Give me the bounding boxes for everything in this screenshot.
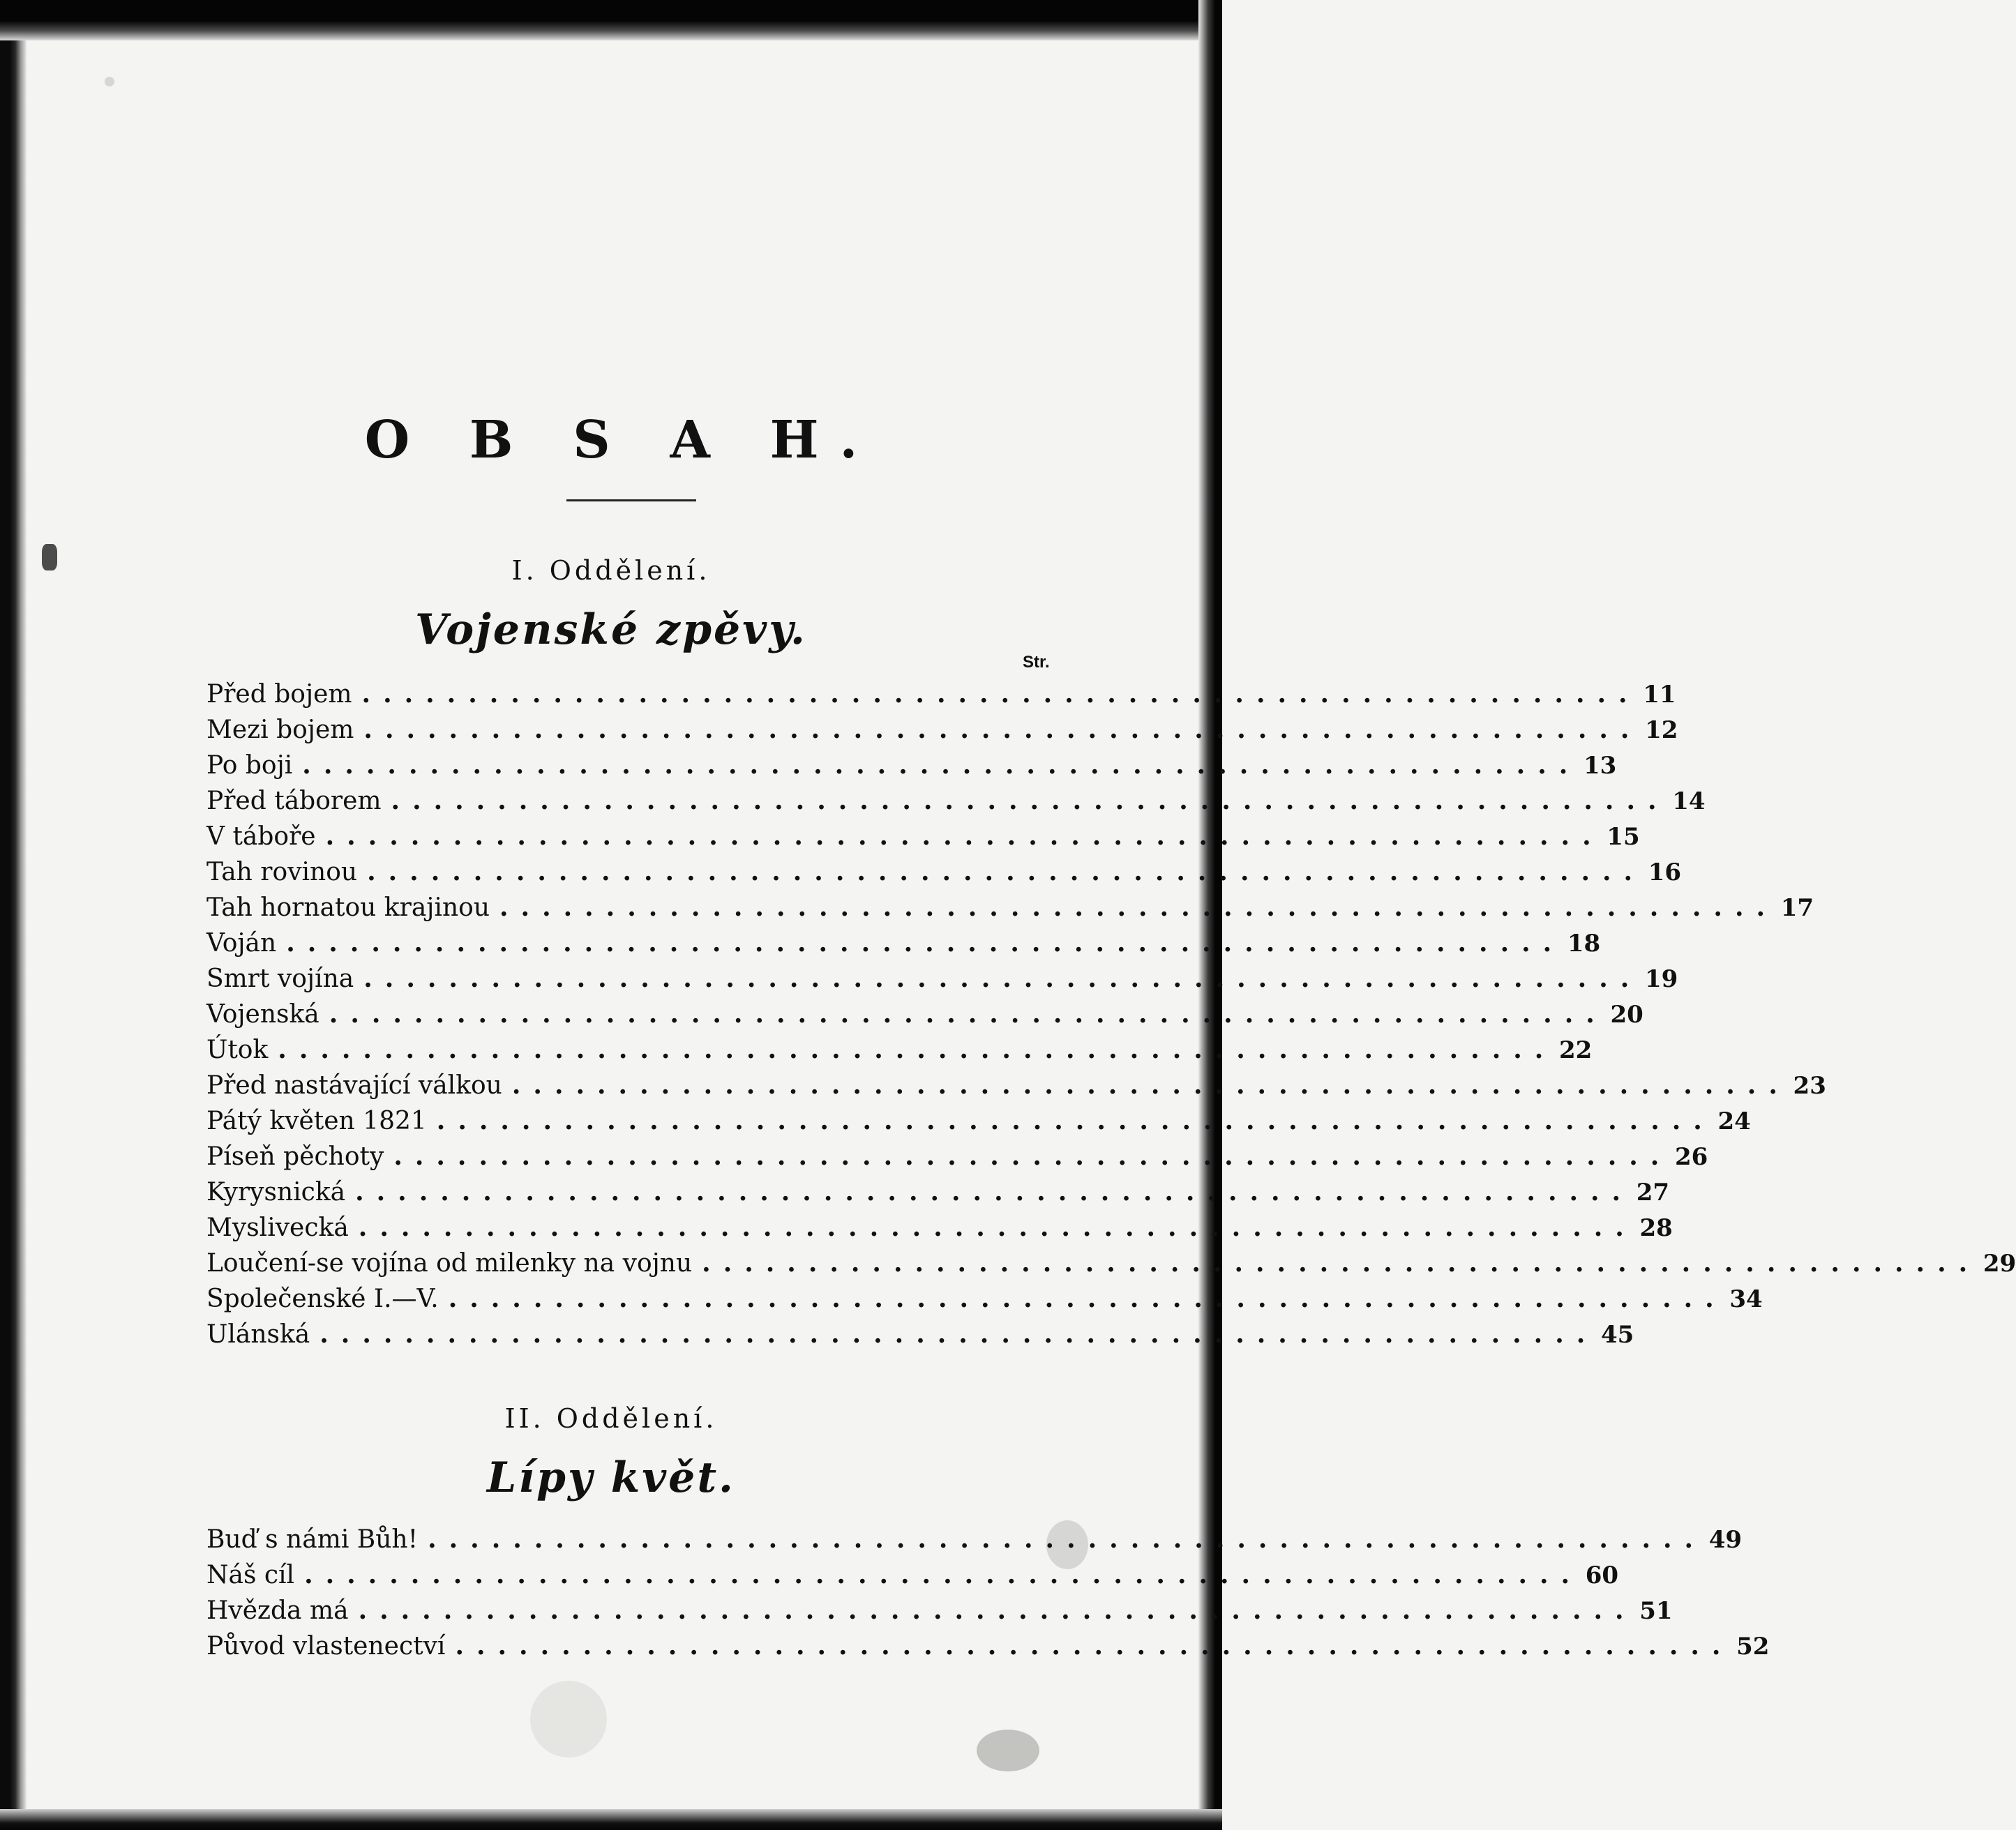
- toc-entry-page: 28: [1639, 1214, 1673, 1242]
- toc-entry-title: Píseň pěchoty: [206, 1142, 384, 1171]
- toc-entry-title: Původ vlastenectví: [206, 1632, 446, 1661]
- scan-left-edge: [0, 0, 27, 1830]
- toc-entry-page: 18: [1567, 930, 1601, 958]
- toc-entry-title: V táboře: [206, 822, 316, 851]
- toc-dot-leader: ............................................................: [511, 1071, 1790, 1100]
- toc-entry-title: Vojenská: [206, 1000, 319, 1029]
- toc-entry: [206, 961, 1678, 997]
- toc-dot-leader: ............................................................: [302, 750, 1581, 780]
- toc-entry-page: 16: [1648, 859, 1682, 886]
- toc-entry-title: Hvězda má: [206, 1596, 349, 1625]
- toc-entry-title: Náš cíl: [206, 1561, 295, 1589]
- toc-dot-leader: ............................................................: [304, 1560, 1583, 1589]
- toc-entry-title: Buď s námi Bůh!: [206, 1525, 419, 1554]
- toc-entry-page: 34: [1729, 1285, 1763, 1313]
- toc-entry-page: 13: [1583, 752, 1617, 780]
- toc-dot-leader: ............................................................: [358, 1596, 1637, 1625]
- toc-entry: [206, 1628, 1770, 1664]
- toc-entry: [206, 819, 1640, 854]
- toc-dot-leader: ............................................................: [329, 999, 1607, 1029]
- toc-entry-title: Útok: [206, 1036, 269, 1064]
- toc-entry-title: Před bojem: [206, 680, 352, 709]
- toc-entry: [206, 1246, 2016, 1281]
- paper-stain: [105, 77, 114, 86]
- toc-entry-title: Smrt vojína: [206, 965, 354, 993]
- toc-dot-leader: ............................................................: [499, 893, 1778, 922]
- toc-entry-title: Tah hornatou krajinou: [206, 893, 490, 922]
- toc-entry: [206, 748, 1617, 783]
- toc-entry: [206, 854, 1682, 890]
- toc-entry-page: 27: [1636, 1179, 1670, 1207]
- toc-entry-page: 29: [1983, 1250, 2016, 1278]
- toc-entry: [206, 676, 1676, 712]
- toc-entry-page: 52: [1736, 1633, 1770, 1661]
- toc-entry-page: 23: [1793, 1072, 1826, 1100]
- toc-entry-page: 14: [1672, 787, 1706, 815]
- section-heading-2: II. Oddělení.: [504, 1403, 718, 1434]
- toc-dot-leader: ............................................................: [367, 857, 1646, 886]
- toc-entry: [206, 925, 1601, 961]
- toc-entry-title: Před nastávající válkou: [206, 1071, 502, 1100]
- page-title: O B S A H.: [364, 410, 879, 470]
- toc-entry: [206, 997, 1643, 1032]
- toc-entry-page: 26: [1675, 1143, 1708, 1171]
- toc-dot-leader: ............................................................: [363, 715, 1642, 744]
- toc-entry: [206, 1139, 1708, 1174]
- toc-entry-title: Ulánská: [206, 1320, 310, 1349]
- toc-entry: [206, 783, 1706, 819]
- toc-dot-leader: ............................................................: [436, 1106, 1715, 1135]
- title-rule: [566, 499, 696, 501]
- toc-entry: [206, 1281, 1763, 1317]
- toc-entry-page: 22: [1558, 1036, 1593, 1064]
- toc-dot-leader: ............................................................: [455, 1631, 1733, 1661]
- toc-entry: [206, 1557, 1619, 1593]
- toc-entry: [206, 1032, 1593, 1068]
- toc-dot-leader: ............................................................: [448, 1284, 1727, 1313]
- toc-entry-page: 11: [1643, 681, 1676, 709]
- toc-entry-page: 45: [1600, 1321, 1634, 1349]
- toc-entry-page: 17: [1780, 894, 1814, 922]
- page-column-label: Str.: [1023, 653, 1050, 672]
- toc-dot-leader: ............................................................: [358, 1213, 1637, 1242]
- toc-entry-page: 19: [1644, 965, 1678, 993]
- toc-entry-title: Loučení-se vojína od milenky na vojnu: [206, 1249, 693, 1278]
- toc-entry: [206, 890, 1814, 925]
- toc-dot-leader: ............................................................: [286, 928, 1565, 958]
- toc-entry-title: Před táborem: [206, 787, 382, 815]
- toc-entry-page: 51: [1639, 1597, 1673, 1625]
- toc-dot-leader: ............................................................: [391, 786, 1669, 815]
- section-title-1: Vojenské zpěvy.: [415, 605, 807, 654]
- toc-entry: [206, 712, 1678, 748]
- toc-entry: [206, 1522, 1743, 1557]
- toc-dot-leader: ............................................................: [393, 1142, 1672, 1171]
- toc-entry: [206, 1593, 1673, 1628]
- toc-entry-title: Kyrysnická: [206, 1178, 346, 1207]
- toc-dot-leader: ............................................................: [702, 1248, 1980, 1278]
- toc-entry-title: Pátý květen 1821: [206, 1107, 427, 1135]
- paper-stain: [530, 1681, 607, 1757]
- toc-entry-title: Voján: [206, 929, 277, 958]
- toc-entry-title: Tah rovinou: [206, 858, 358, 886]
- toc-list-section-1: [206, 676, 2016, 1352]
- section-title-2: Lípy květ.: [487, 1453, 735, 1502]
- toc-list-section-2: [206, 1522, 1770, 1664]
- toc-dot-leader: ............................................................: [278, 1035, 1556, 1064]
- toc-entry-page: 24: [1717, 1107, 1751, 1135]
- toc-entry-title: Mezi bojem: [206, 716, 354, 744]
- toc-entry: [206, 1068, 1826, 1103]
- toc-entry-page: 49: [1708, 1526, 1743, 1554]
- toc-entry: [206, 1317, 1634, 1352]
- toc-dot-leader: ............................................................: [363, 964, 1642, 993]
- toc-entry: [206, 1103, 1751, 1139]
- toc-dot-leader: ............................................................: [361, 679, 1640, 709]
- section-heading-1: I. Oddělení.: [511, 555, 711, 586]
- toc-entry-page: 20: [1610, 1001, 1643, 1029]
- toc-entry-page: 12: [1645, 716, 1678, 744]
- toc-dot-leader: ............................................................: [355, 1177, 1634, 1207]
- toc-dot-leader: ............................................................: [428, 1525, 1706, 1554]
- scan-top-edge: [0, 0, 1222, 40]
- toc-entry-title: Po boji: [206, 751, 293, 780]
- toc-entry-page: 60: [1585, 1561, 1619, 1589]
- toc-entry-page: 15: [1607, 823, 1640, 851]
- scan-bottom-edge: [0, 1809, 1222, 1830]
- toc-entry-title: Společenské I.—V.: [206, 1285, 439, 1313]
- toc-dot-leader: ............................................................: [325, 822, 1604, 851]
- toc-entry-title: Myslivecká: [206, 1213, 349, 1242]
- paper-stain: [977, 1730, 1039, 1771]
- toc-entry: [206, 1174, 1670, 1210]
- toc-entry: [206, 1210, 1673, 1246]
- toc-dot-leader: ............................................................: [319, 1319, 1598, 1349]
